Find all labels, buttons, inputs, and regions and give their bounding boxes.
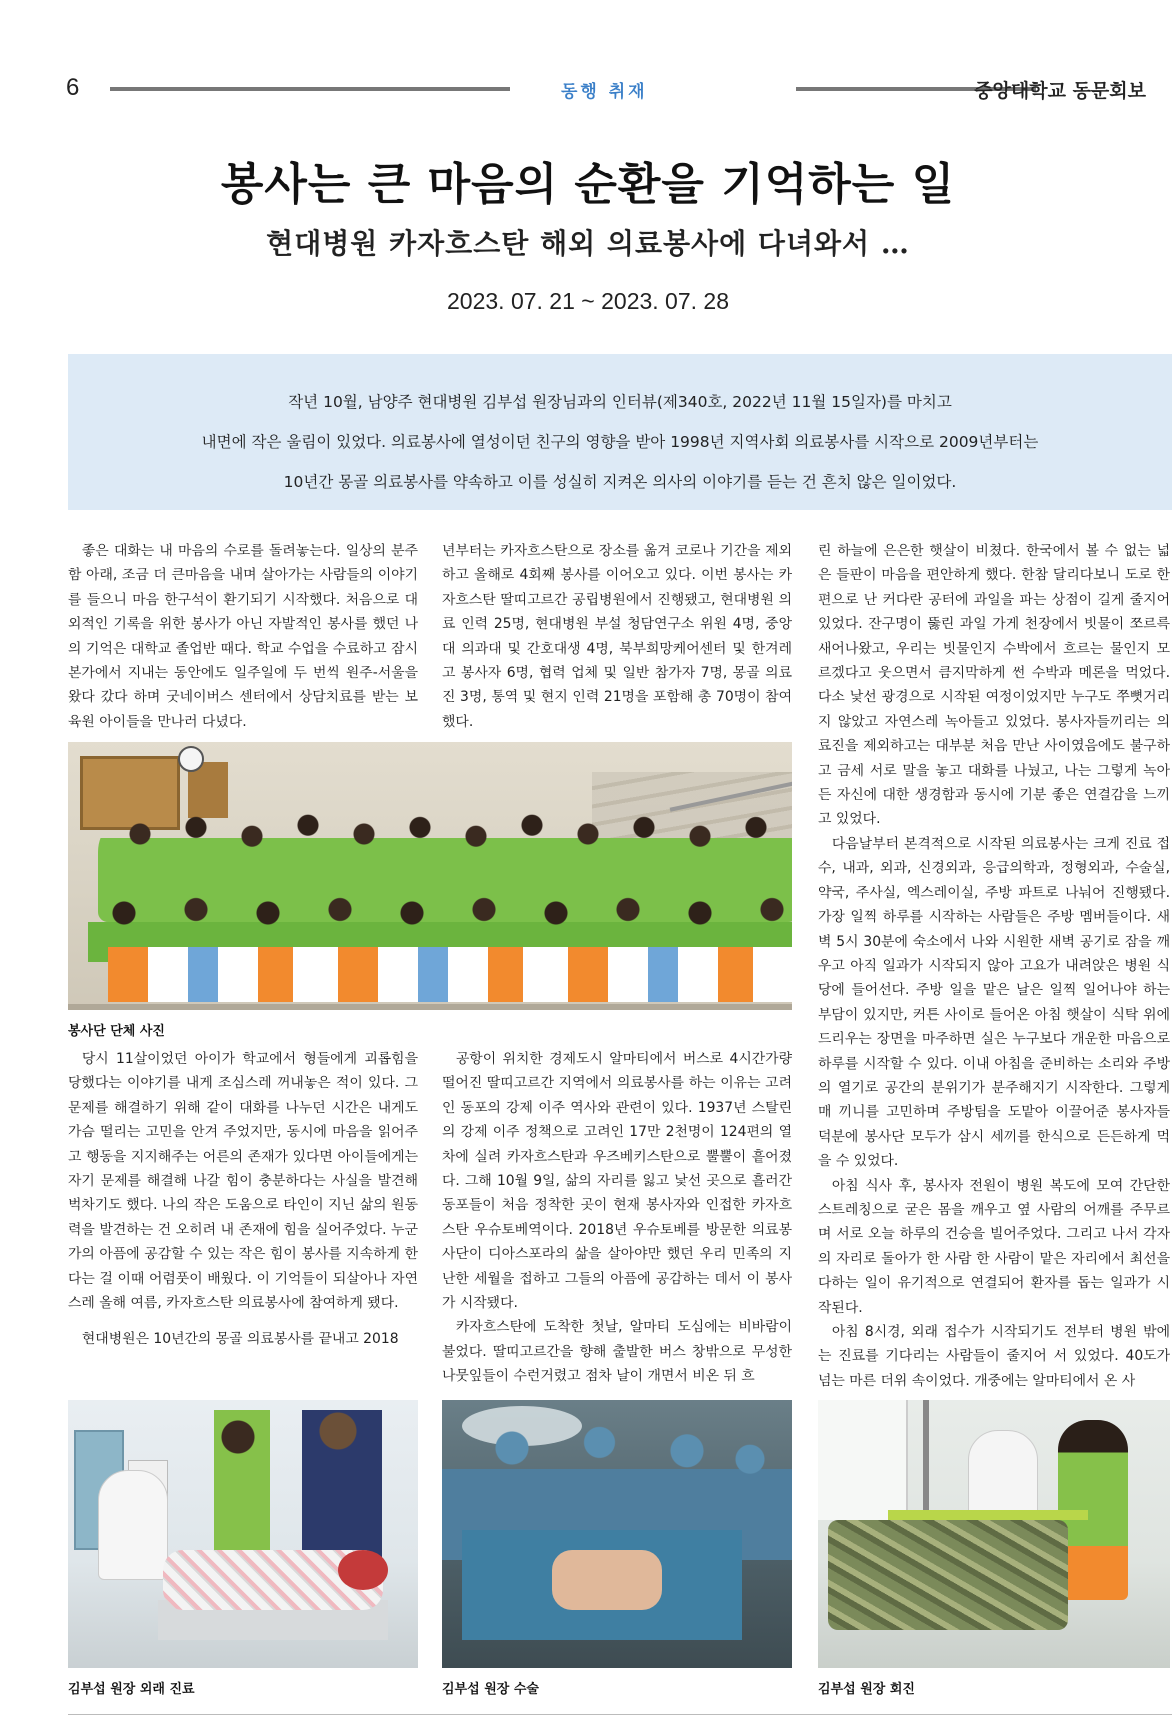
paragraph: 아침 식사 후, 봉사자 전원이 병원 복도에 모여 간단한 스트레칭으로 굳은 몸을 깨우고 옆 사람의 어깨를 주무르며 서로 오늘 하루의 건승을 빌어주었다. 그리고 나서 각자의 자리로 돌아가 한 사람 한 사람이 맡은 자리에서 최선을 다하는 일이 유기적으로 연결되어 환자를 돕는 일과가 시작된다. — [818, 1177, 1170, 1316]
column-1-bottom — [68, 1047, 418, 1352]
article-headline: 봉사는 큰 마음의 순환을 기억하는 일 — [220, 159, 956, 210]
paragraph: 다음날부터 본격적으로 시작된 의료봉사는 크게 진료 접수, 내과, 외과, 신경외과, 응급의학과, 정형외과, 수술실, 약국, 주사실, 엑스레이실, 주방 파트로 나눠어 진행됐다. 가장 일찍 하루를 시작하는 사람들은 주방 멤버들이다. 새벽 5시 30분에 숙소에서 나와 시원한 새벽 공기로 잠을 깨우고 아직 일과가 시작되지 않아 고요가 내려앉은 병원 식당에 들어선다. 주방 일을 맡은 날은 일찍 일어나야 하는 부담이 있지만, 커튼 사이로 들어온 아침 햇살이 식탁 위에 드리우는 장면을 마주하면 실은 누구보다 개운한 마음으로 하루를 시작할 수 있다. 이내 아침을 준비하는 소리와 주방의 열기로 공간의 분위기가 분주해지기 시작한다. 그렇게 매 끼니를 고민하며 주방팀을 도맡아 이끌어준 봉사자들 덕분에 봉사단 모두가 삼시 세끼를 한식으로 든든하게 먹을 수 있었다. — [818, 835, 1170, 1170]
paragraph: 년부터는 카자흐스탄으로 장소를 옮겨 코로나 기간을 제외하고 올해로 4회째 봉사를 이어오고 있다. 이번 봉사는 카자흐스탄 딸띠고르간 공립병원에서 진행됐고, 현대병원 의료 인력 25명, 현대병원 부설 청담연구소 위원 4명, 중앙대 의과대 및 간호대생 4명, 북부희망케어센터 및 한겨레고 봉사자 6명, 협력 업체 및 일반 참가자 7명, 몽골 의료진 3명, 통역 및 현지 인력 21명을 포함해 총 70명이 참여했다. — [442, 543, 792, 730]
clock-icon — [178, 746, 204, 772]
intro-line: 10년간 몽골 의료봉사를 약속하고 이를 성실히 지켜온 의사의 이야기를 듣는 건 흔치 않은 일이었다. — [283, 473, 957, 491]
intro-box — [68, 354, 1172, 510]
column-2-bottom — [442, 1047, 792, 1389]
column-2-top — [442, 539, 792, 734]
intro-line: 작년 10월, 남양주 현대병원 김부섭 원장님과의 인터뷰(제340호, 2022년 11월 15일자)를 마치고 — [288, 393, 952, 411]
section-label: 동행 취재 — [561, 82, 648, 102]
paragraph: 아침 8시경, 외래 접수가 시작되기도 전부터 병원 밖에는 진료를 기다리는 사람들이 줄지어 서 있었다. 40도가 넘는 마른 더위 속이었다. 개중에는 알마티에서 온 사 — [818, 1324, 1170, 1389]
paragraph: 좋은 대화는 내 마음의 수로를 돌려놓는다. 일상의 분주함 아래, 조금 더 큰마음을 내며 살아가는 사람들의 이야기를 들으니 마음 한구석이 환기되기 시작했다. 처음으로 대외적인 기록을 위한 봉사가 아닌 자발적인 봉사를 했던 나의 기억은 대학교 졸업반 때다. 학교 수업을 수료하고 잠시 본가에서 지내는 동안에도 일주일에 두 번씩 원주-서울을 왔다 갔다 하며 굿네이버스 센터에서 상담치료를 받는 보육원 아이들을 만나러 다녔다. — [68, 543, 418, 730]
article-dates: 2023. 07. 21 ~ 2023. 07. 28 — [447, 288, 729, 314]
caption-rounds: 김부섭 원장 회진 — [818, 1682, 915, 1697]
caption-clinic: 김부섭 원장 외래 진료 — [68, 1682, 195, 1697]
paragraph: 공항이 위치한 경제도시 알마티에서 버스로 4시간가량 떨어진 딸띠고르간 지역에서 의료봉사를 하는 이유는 고려인 동포의 강제 이주 역사와 관련이 있다. 1937년 스탈린의 강제 이주 정책으로 고려인 17만 2천명이 124편의 열차에 실려 카자흐스탄과 우즈베키스탄으로 뿔뿔이 흩어졌다. 그해 10월 9일, 삶의 자리를 잃고 낯선 곳으로 흘러간 동포들이 처음 정착한 곳이 현재 봉사자와 인접한 카자흐스탄 우슈토베역이다. 2018년 우슈토베를 방문한 의료봉사단이 디아스포라의 삶을 살아야만 했던 우리 민족의 지난한 세월을 접하고 그들의 아픔에 공감하는 데서 이 봉사가 시작됐다. — [442, 1051, 792, 1312]
photo-clinic — [68, 1400, 418, 1668]
header-rule-left — [110, 87, 510, 91]
column-3 — [818, 539, 1170, 1393]
paragraph: 당시 11살이었던 아이가 학교에서 형들에게 괴롭힘을 당했다는 이야기를 내게 조심스레 꺼내놓은 적이 있다. 그 문제를 해결하기 위해 같이 대화를 나누던 시간은 내게도 가슴 떨리는 고민을 안겨 주었지만, 동시에 마음을 읽어주고 행동을 지지해주는 어른의 존재가 있다면 아이들에게는 자기 문제를 해결해 나갈 힘이 충분하다는 사실을 발견해 벅차기도 했다. 나의 작은 도움으로 타인이 지닌 삶의 원동력을 발견하는 건 오히려 내 존재에 힘을 실어주었다. 누군가의 아픔에 공감할 수 있는 작은 힘이 봉사를 지속하게 한다는 걸 이때 어렴풋이 배웠다. 이 기억들이 되살아나 자연스레 올해 여름, 카자흐스탄 의료봉사에 참여하게 됐다. — [68, 1051, 418, 1312]
group-photo — [68, 742, 792, 1010]
photo-surgery — [442, 1400, 792, 1668]
paragraph: 카자흐스탄에 도착한 첫날, 알마티 도심에는 비바람이 불었다. 딸띠고르간을 향해 출발한 버스 창밖으로 무성한 나뭇잎들이 수런거렸고 점차 날이 개면서 비온 뒤 흐 — [442, 1319, 792, 1385]
intro-line: 내면에 작은 울림이 있었다. 의료봉사에 열성이던 친구의 영향을 받아 1998년 지역사회 의료봉사를 시작으로 2009년부터는 — [201, 433, 1039, 451]
bottom-rule — [68, 1714, 1172, 1715]
page-number: 6 — [66, 74, 80, 101]
paragraph: 린 하늘에 은은한 햇살이 비쳤다. 한국에서 볼 수 없는 넓은 들판이 마음을 편안하게 했다. 한참 달리다보니 도로 한편으로 난 커다란 공터에 과일을 파는 상점이 길게 줄지어 있었다. 잔구명이 뚫린 과일 가게 천장에서 빗물이 쪼르륵 새어나왔고, 우리는 빗물인지 수박에서 흐르는 물인지 모르겠다고 웃으면서 큼지막하게 썬 수박과 메론을 먹었다. 다소 낯선 광경으로 시작된 여정이었지만 누구도 쭈뼛거리지 않았고 자연스레 녹아들고 있었다. 봉사자들끼리는 의료진을 제외하고는 대부분 처음 만난 사이였음에도 불구하고 금세 서로 말을 놓고 대화를 나눴고, 나는 그렇게 녹아든 자신에 대한 생경함과 동시에 기분 좋은 연결감을 느끼고 있었다. — [818, 543, 1170, 828]
article-subheadline: 현대병원 카자흐스탄 해외 의료봉사에 다녀와서 … — [266, 227, 910, 260]
column-1-top — [68, 539, 418, 734]
paragraph: 현대병원은 10년간의 몽골 의료봉사를 끝내고 2018 — [81, 1331, 399, 1348]
photo-rounds — [818, 1400, 1170, 1668]
paper-name: 중앙대학교 동문회보 — [974, 80, 1146, 102]
caption-group-photo: 봉사단 단체 사진 — [68, 1024, 165, 1039]
page-header — [66, 74, 1146, 104]
caption-surgery: 김부섭 원장 수술 — [442, 1682, 539, 1697]
